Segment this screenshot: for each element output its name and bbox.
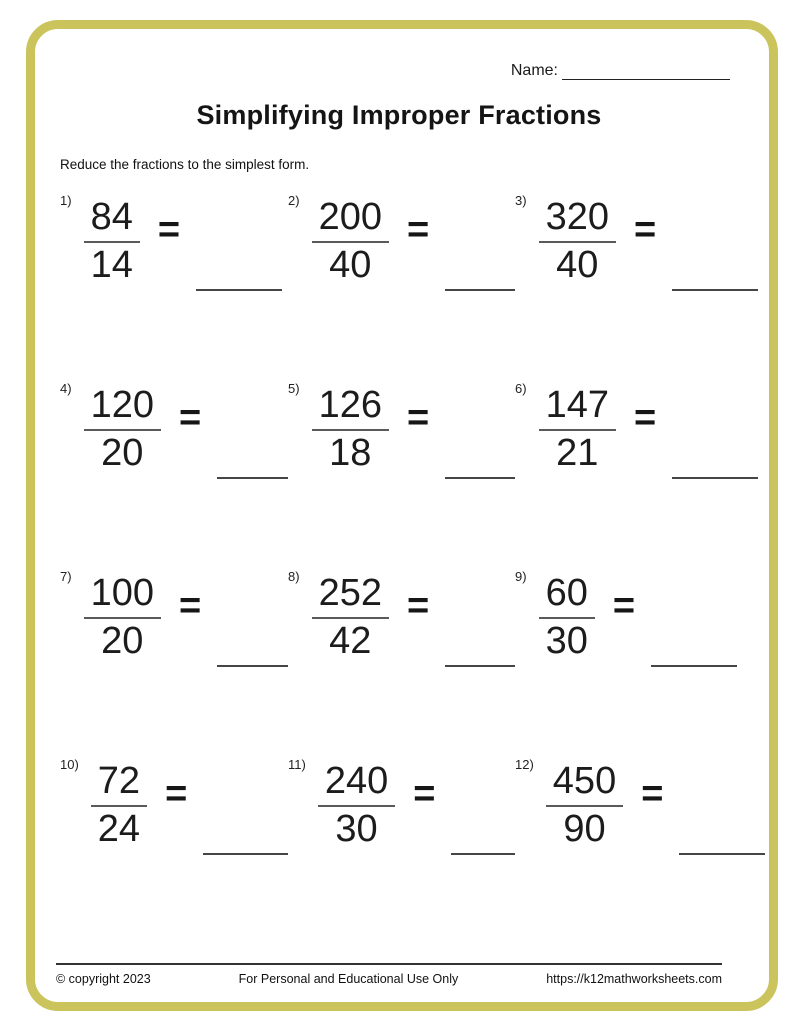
equals-sign: =	[633, 209, 657, 251]
footer-copyright: © copyright 2023	[56, 972, 151, 986]
fraction-numerator: 252	[312, 574, 389, 619]
fraction-numerator: 450	[546, 762, 623, 807]
equals-sign: =	[157, 209, 181, 251]
fraction	[91, 762, 147, 850]
answer-blank-line	[445, 192, 515, 291]
fraction	[539, 198, 616, 286]
equals-sign: =	[178, 397, 202, 439]
problem	[288, 192, 515, 304]
fraction	[84, 386, 161, 474]
problem-number: 10)	[60, 757, 79, 772]
page-title: Simplifying Improper Fractions	[196, 100, 602, 130]
fraction-denominator: 20	[101, 619, 144, 662]
footer-usage: For Personal and Educational Use Only	[238, 972, 459, 986]
equals-sign: =	[178, 585, 202, 627]
name-blank-line	[562, 61, 730, 80]
problem-number: 4)	[60, 381, 72, 396]
fraction-denominator: 18	[329, 431, 372, 474]
fraction-denominator: 90	[563, 807, 606, 850]
answer-blank-line	[217, 380, 288, 479]
name-row	[60, 58, 738, 80]
equals-sign: =	[406, 397, 430, 439]
fraction-numerator: 72	[91, 762, 147, 807]
problem	[60, 380, 288, 492]
fraction-denominator: 20	[101, 431, 144, 474]
problem	[288, 568, 515, 680]
problem-number: 7)	[60, 569, 72, 584]
answer-blank-line	[203, 756, 288, 855]
answer-blank-line	[672, 192, 758, 291]
answer-blank-line	[445, 380, 515, 479]
problem-number: 1)	[60, 193, 72, 208]
problem-number: 12)	[515, 757, 534, 772]
fraction-numerator: 147	[539, 386, 616, 431]
fraction	[312, 198, 389, 286]
problem-number: 3)	[515, 193, 527, 208]
answer-blank-line	[451, 756, 515, 855]
fraction-denominator: 21	[556, 431, 599, 474]
problem	[288, 756, 515, 868]
answer-blank-line	[651, 568, 737, 667]
fraction-denominator: 40	[329, 243, 372, 286]
fraction-denominator: 42	[329, 619, 372, 662]
problem	[515, 568, 765, 680]
page-content	[60, 58, 738, 868]
problem-number: 6)	[515, 381, 527, 396]
footer-url: https://k12mathworksheets.com	[546, 972, 722, 986]
fraction-denominator: 40	[556, 243, 599, 286]
problem	[60, 568, 288, 680]
equals-sign: =	[612, 585, 636, 627]
equals-sign: =	[406, 585, 430, 627]
fraction-denominator: 30	[335, 807, 378, 850]
equals-sign: =	[165, 773, 188, 815]
equals-sign: =	[413, 773, 436, 815]
instruction-text: Reduce the fractions to the simplest form.	[60, 157, 310, 172]
answer-blank-line	[196, 192, 282, 291]
answer-blank-line	[217, 568, 288, 667]
fraction	[539, 574, 595, 662]
problem	[515, 380, 765, 492]
answer-blank-line	[672, 380, 758, 479]
problem	[60, 756, 288, 868]
problem	[60, 192, 288, 304]
fraction	[318, 762, 395, 850]
fraction	[546, 762, 623, 850]
answer-blank-line	[445, 568, 515, 667]
fraction-numerator: 200	[312, 198, 389, 243]
problem-number: 5)	[288, 381, 300, 396]
equals-sign: =	[406, 209, 430, 251]
problems-grid	[60, 192, 738, 868]
problem-number: 8)	[288, 569, 300, 584]
fraction	[312, 574, 389, 662]
problem-number: 9)	[515, 569, 527, 584]
problem	[515, 192, 765, 304]
fraction-numerator: 60	[539, 574, 595, 619]
equals-sign: =	[633, 397, 657, 439]
name-label: Name:	[510, 62, 558, 79]
problem	[288, 380, 515, 492]
problem-number: 11)	[288, 757, 306, 772]
fraction-numerator: 84	[84, 198, 140, 243]
problem-number: 2)	[288, 193, 300, 208]
equals-sign: =	[641, 773, 664, 815]
problem	[515, 756, 765, 868]
fraction-numerator: 240	[318, 762, 395, 807]
fraction-numerator: 320	[539, 198, 616, 243]
fraction-denominator: 30	[545, 619, 588, 662]
fraction-denominator: 14	[90, 243, 133, 286]
fraction-numerator: 126	[312, 386, 389, 431]
fraction-numerator: 100	[84, 574, 161, 619]
answer-blank-line	[679, 756, 765, 855]
footer	[56, 963, 722, 986]
fraction	[84, 198, 140, 286]
fraction	[312, 386, 389, 474]
fraction-numerator: 120	[84, 386, 161, 431]
fraction-denominator: 24	[97, 807, 141, 850]
fraction	[539, 386, 616, 474]
fraction	[84, 574, 161, 662]
